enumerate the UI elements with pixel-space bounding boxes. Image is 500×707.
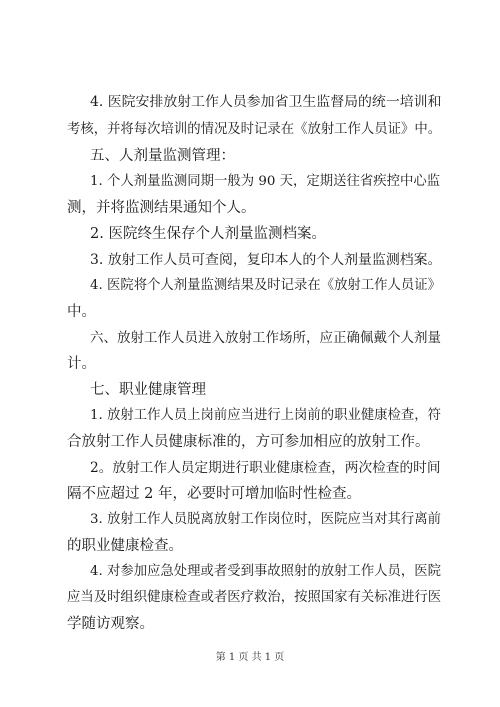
text-line: 3. 放射工作人员可查阅，复印本人的个人剂量监测档案。 — [90, 252, 442, 268]
text-line: 中。 — [67, 304, 96, 320]
text-line: 隔不应超过 2 年，必要时可增加临时性检查。 — [67, 486, 361, 502]
page-footer: 第 1 页 共 1 页 — [215, 652, 285, 663]
section-heading: 七、职业健康管理 — [90, 382, 206, 398]
text-line: 计。 — [67, 356, 96, 372]
text-line: 2. 医院终生保存个人剂量监测档案。 — [90, 226, 326, 242]
text-line: 应当及时组织健康检查或者医疗救治，按照国家有关标准进行医 — [67, 590, 442, 605]
section-heading: 六、放射工作人员进入放射工作场所，应正确佩戴个人剂量 — [90, 330, 441, 346]
text-line: 考核，并将每次培训的情况及时记录在《放射工作人员证》中。 — [67, 122, 442, 137]
text-line: 4. 医院安排放射工作人员参加省卫生监督局的统一培训和 — [90, 94, 442, 110]
text-line: 1. 个人剂量监测同期一般为 90 天，定期送往省疾控中心监 — [90, 174, 441, 189]
text-line: 的职业健康检查。 — [67, 538, 183, 554]
section-heading: 五、人剂量监测管理： — [90, 148, 235, 164]
text-line: 4. 医院将个人剂量监测结果及时记录在《放射工作人员证》 — [90, 278, 441, 293]
text-line: 3. 放射工作人员脱离放射工作岗位时，医院应当对其行离前 — [90, 512, 441, 527]
text-line: 学随访观察。 — [67, 616, 154, 632]
text-line: 1. 放射工作人员上岗前应当进行上岗前的职业健康检查，符 — [90, 408, 441, 423]
text-line: 2。放射工作人员定期进行职业健康检查，两次检查的时间 — [90, 460, 441, 476]
text-line: 合放射工作人员健康标准的，方可参加相应的放射工作。 — [67, 434, 430, 450]
text-line: 4. 对参加应急处理或者受到事故照射的放射工作人员，医院 — [90, 564, 441, 579]
text-line: 测，并将监测结果通知个人。 — [67, 200, 256, 216]
